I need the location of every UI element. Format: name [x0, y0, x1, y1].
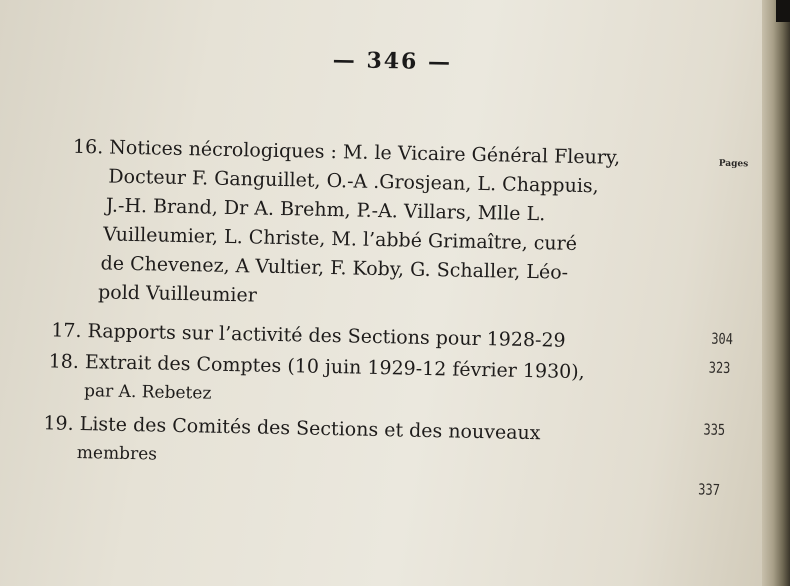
entry-17-page: 323 — [708, 358, 731, 378]
entry-16-line-3: J.-H. Brand, Dr A. Brehm, P.-A. Villars, Mlle L. — [105, 194, 546, 226]
page-number: — 346 — — [332, 47, 453, 76]
entry-18-page: 335 — [703, 420, 726, 439]
entry-16-line-1: 16. Notices nécrologiques : M. le Vicaire Général Fleury, — [72, 135, 621, 169]
entry-16-line-2: Docteur F. Ganguillet, O.-A .Grosjean, L. Chappuis, — [108, 165, 599, 198]
entry-16-page: 304 — [711, 329, 734, 349]
entry-17-line-1: 17. Rapports sur l’activité des Sections pour 1928-29 — [51, 319, 566, 352]
entry-18-line-1: 18. Extrait des Comptes (10 juin 1929-12 février 1930), — [48, 350, 585, 384]
entry-19-page: 337 — [698, 480, 721, 499]
pages-column-label: Pages — [718, 158, 749, 170]
entry-16-line-5: de Chevenez, A Vultier, F. Koby, G. Schaller, Léo- — [100, 252, 569, 284]
entry-19-line-2: membres — [76, 442, 158, 465]
entry-19-line-1: 19. Liste des Comités des Sections et des nouveaux — [43, 412, 541, 445]
entry-16-line-6: pold Vuilleumier — [97, 281, 258, 307]
entry-16-line-4: Vuilleumier, L. Christe, M. l’abbé Grimaître, curé — [103, 223, 578, 255]
entry-18-line-2: par A. Rebetez — [83, 381, 212, 404]
